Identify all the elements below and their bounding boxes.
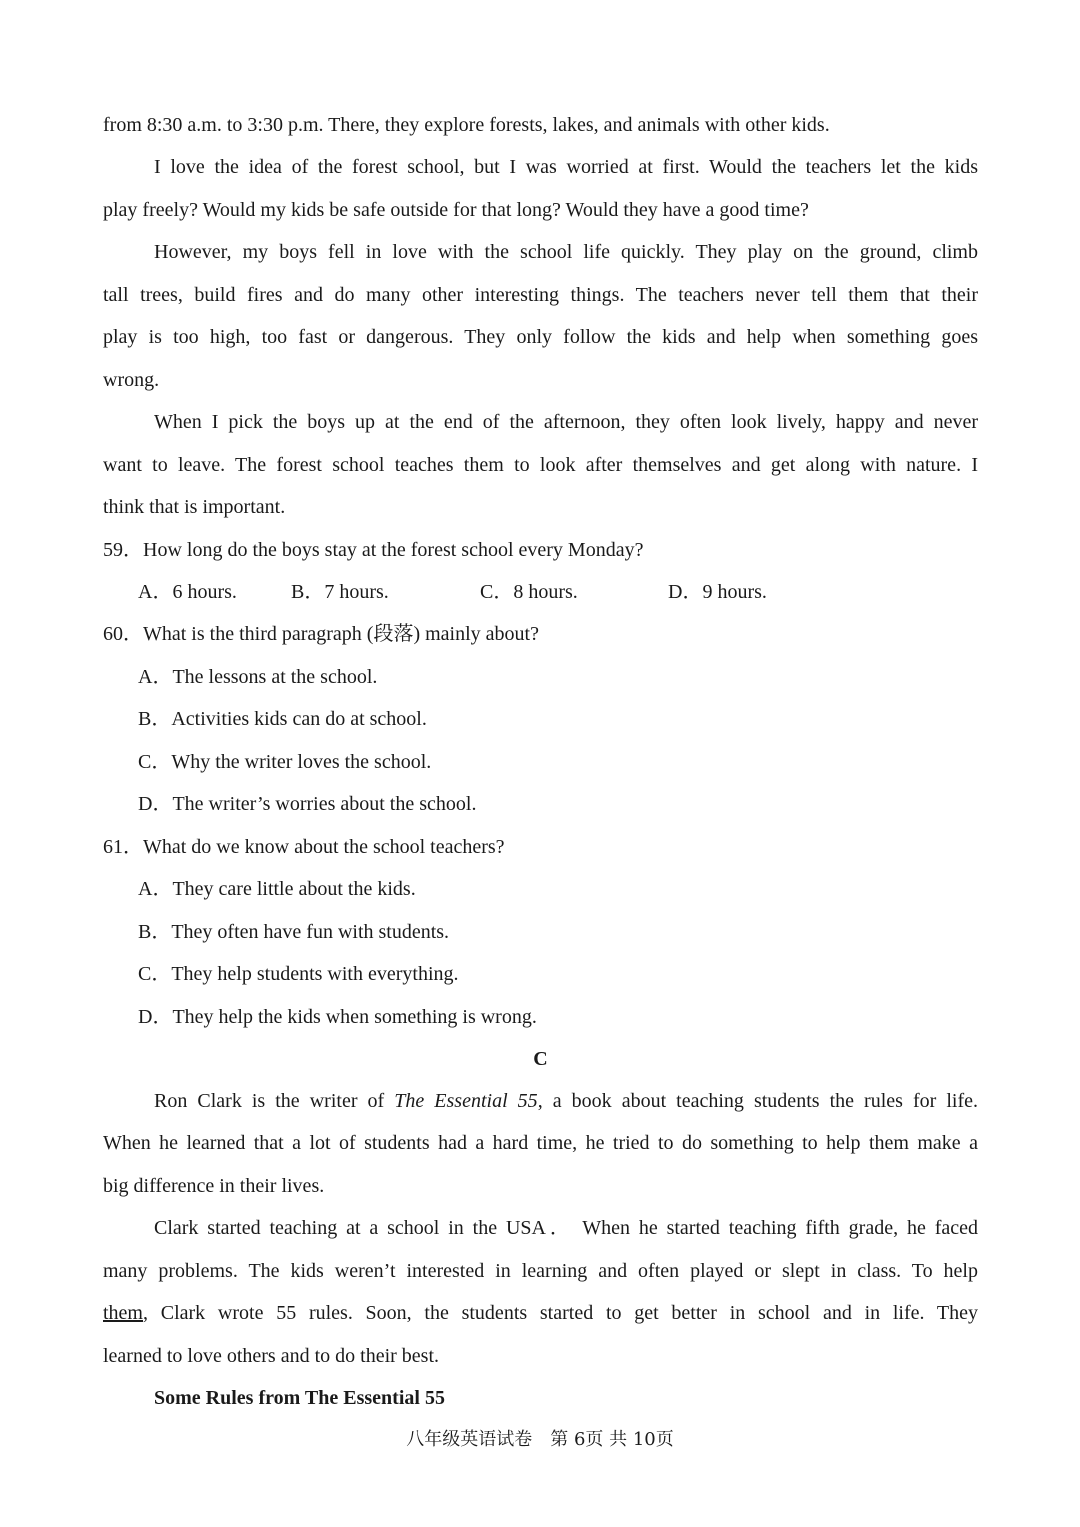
passage-line: many problems. The kids weren’t interested in learning and often played or slept in class. To help <box>103 1260 978 1282</box>
question-61-option-d: D．They help the kids when something is wrong. <box>138 1006 537 1028</box>
question-59-option-a: A．6 hours. <box>138 581 237 603</box>
text-segment: , Clark wrote 55 rules. Soon, the students started to get better in school and in life. They <box>143 1302 978 1324</box>
passage-line: from 8:30 a.m. to 3:30 p.m. There, they explore forests, lakes, and animals with other kids. <box>103 114 830 136</box>
question-60-option-b: B．Activities kids can do at school. <box>138 708 427 730</box>
passage-line <box>103 1301 978 1325</box>
book-title: The Essential 55 <box>394 1090 538 1112</box>
question-61-option-a: A．They care little about the kids. <box>138 878 416 900</box>
question-61-option-b: B．They often have fun with students. <box>138 921 450 943</box>
passage-line: big difference in their lives. <box>103 1175 325 1197</box>
underlined-word: them <box>103 1302 143 1324</box>
rules-heading: Some Rules from The Essential 55 <box>154 1387 445 1409</box>
passage-line: However, my boys fell in love with the school life quickly. They play on the ground, climb <box>154 241 978 263</box>
question-59-option-c: C．8 hours. <box>480 581 578 603</box>
passage-line: wrong. <box>103 369 160 391</box>
text-segment: Ron Clark is the writer of <box>154 1090 395 1112</box>
question-61-option-c: C．They help students with everything. <box>138 963 459 985</box>
question-61-stem: 61．What do we know about the school teachers? <box>103 836 505 858</box>
question-59-option-b: B．7 hours. <box>291 581 389 603</box>
passage-line: want to leave. The forest school teaches them to look after themselves and get along with nature. I <box>103 454 978 476</box>
passage-line: play freely? Would my kids be safe outside for that long? Would they have a good time? <box>103 199 809 221</box>
question-60-option-a: A．The lessons at the school. <box>138 666 378 688</box>
passage-line: I love the idea of the forest school, but I was worried at first. Would the teachers let the kids <box>154 156 978 178</box>
question-60-option-d: D．The writer’s worries about the school. <box>138 793 477 815</box>
page-footer: 八年级英语试卷 第 6页 共 10页 <box>406 1429 674 1450</box>
question-60-option-c: C．Why the writer loves the school. <box>138 751 432 773</box>
passage-line: think that is important. <box>103 496 286 518</box>
passage-line: play is too high, too fast or dangerous. They only follow the kids and help when something goes <box>103 326 978 348</box>
passage-line: When I pick the boys up at the end of the afternoon, they often look lively, happy and never <box>154 411 978 433</box>
question-59-option-d: D．9 hours. <box>668 581 767 603</box>
passage-line: tall trees, build fires and do many other interesting things. The teachers never tell them that their <box>103 284 978 306</box>
section-heading: C <box>533 1048 548 1070</box>
question-59-stem: 59．How long do the boys stay at the forest school every Monday? <box>103 539 644 561</box>
text-segment: , a book about teaching students the rules for life. <box>537 1090 978 1112</box>
passage-line: When he learned that a lot of students had a hard time, he tried to do something to help them make a <box>103 1132 978 1154</box>
passage-line <box>154 1089 978 1113</box>
question-60-stem: 60．What is the third paragraph (段落) mainly about? <box>103 623 539 645</box>
passage-line: learned to love others and to do their best. <box>103 1345 440 1367</box>
passage-line: Clark started teaching at a school in the USA． When he started teaching fifth grade, he faced <box>154 1217 978 1239</box>
